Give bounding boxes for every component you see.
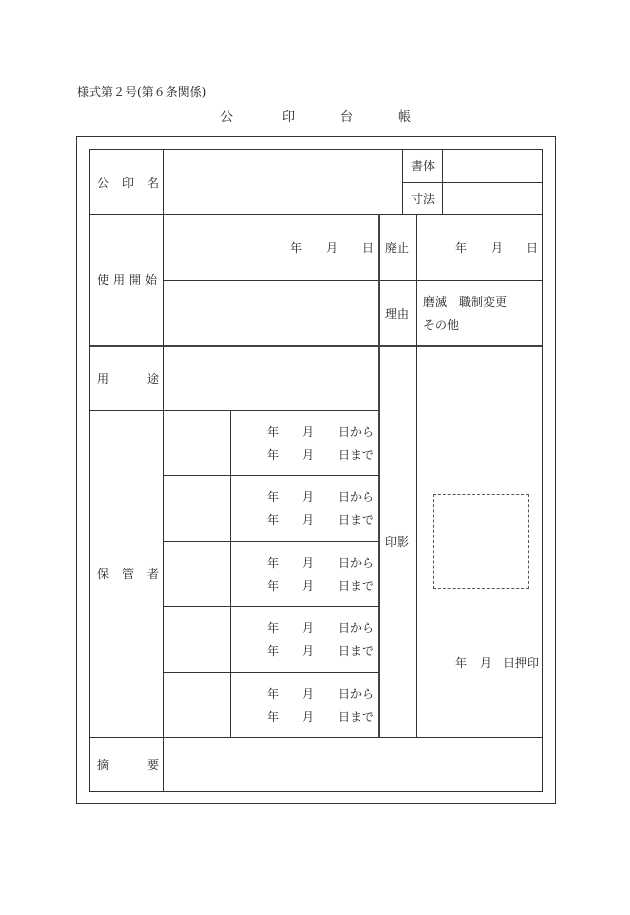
abolition-date-month: 月 [491,241,504,255]
period-from-day: 日から [338,556,375,570]
start-of-use-label-char: 開 [129,273,142,287]
period-from-month: 月 [302,621,315,635]
period-to-month: 月 [302,644,315,658]
start-of-use-label-char: 始 [145,273,158,287]
period-from-day: 日から [338,621,375,635]
abolition-date-year: 年 [455,241,468,255]
period-to-month: 月 [302,579,315,593]
period-to-year: 年 [267,710,280,724]
font-style-label: 書体 [411,159,436,173]
period-to-day: 日まで [338,513,375,527]
period-to-day: 日まで [338,644,375,658]
keeper-label-char: 保 [97,567,110,581]
size-label: 寸法 [411,192,436,206]
document-title-char: 帳 [398,110,412,125]
reason-options-line1: 磨滅 職制変更 [423,295,508,309]
seal-name-label-char: 印 [122,176,135,190]
stamp-date-day: 日押印 [503,656,540,670]
period-to-year: 年 [267,448,280,462]
seal-name-label-char: 名 [147,176,160,190]
keeper-label-char: 管 [122,567,135,581]
period-from-day: 日から [338,687,375,701]
period-to-year: 年 [267,579,280,593]
period-from-month: 月 [302,425,315,439]
purpose-label-char: 途 [147,372,160,386]
period-from-month: 月 [302,490,315,504]
start-date-year: 年 [290,241,303,255]
period-from-month: 月 [302,687,315,701]
form-outer-frame [76,136,556,804]
period-from-day: 日から [338,425,375,439]
seal-impression-label: 印影 [385,535,410,549]
period-from-year: 年 [267,621,280,635]
summary-label-char: 要 [147,758,160,772]
document-title-char: 台 [340,110,354,125]
period-to-day: 日まで [338,579,375,593]
period-to-day: 日まで [338,710,375,724]
period-from-year: 年 [267,556,280,570]
reason-options-line2: その他 [423,318,460,332]
seal-impression-area [433,494,529,589]
start-date-month: 月 [326,241,339,255]
document-title-char: 公 [220,110,234,125]
start-of-use-label-char: 使 [97,273,110,287]
period-to-month: 月 [302,710,315,724]
reason-label: 理由 [385,307,410,321]
keeper-label-char: 者 [147,567,160,581]
period-from-year: 年 [267,687,280,701]
period-to-year: 年 [267,513,280,527]
form-number: 様式第２号(第６条関係) [77,85,207,99]
period-from-year: 年 [267,490,280,504]
period-from-month: 月 [302,556,315,570]
purpose-label-char: 用 [97,372,110,386]
start-date-day: 日 [362,241,375,255]
summary-label-char: 摘 [97,758,110,772]
period-to-year: 年 [267,644,280,658]
abolition-date-day: 日 [526,241,539,255]
start-of-use-label-char: 用 [113,273,126,287]
document-title-char: 印 [282,110,296,125]
abolition-label: 廃止 [385,241,410,255]
stamp-date-month: 月 [480,656,493,670]
period-to-month: 月 [302,448,315,462]
seal-name-label-char: 公 [97,176,110,190]
period-to-month: 月 [302,513,315,527]
period-to-day: 日まで [338,448,375,462]
period-from-day: 日から [338,490,375,504]
period-from-year: 年 [267,425,280,439]
stamp-date-year: 年 [455,656,468,670]
